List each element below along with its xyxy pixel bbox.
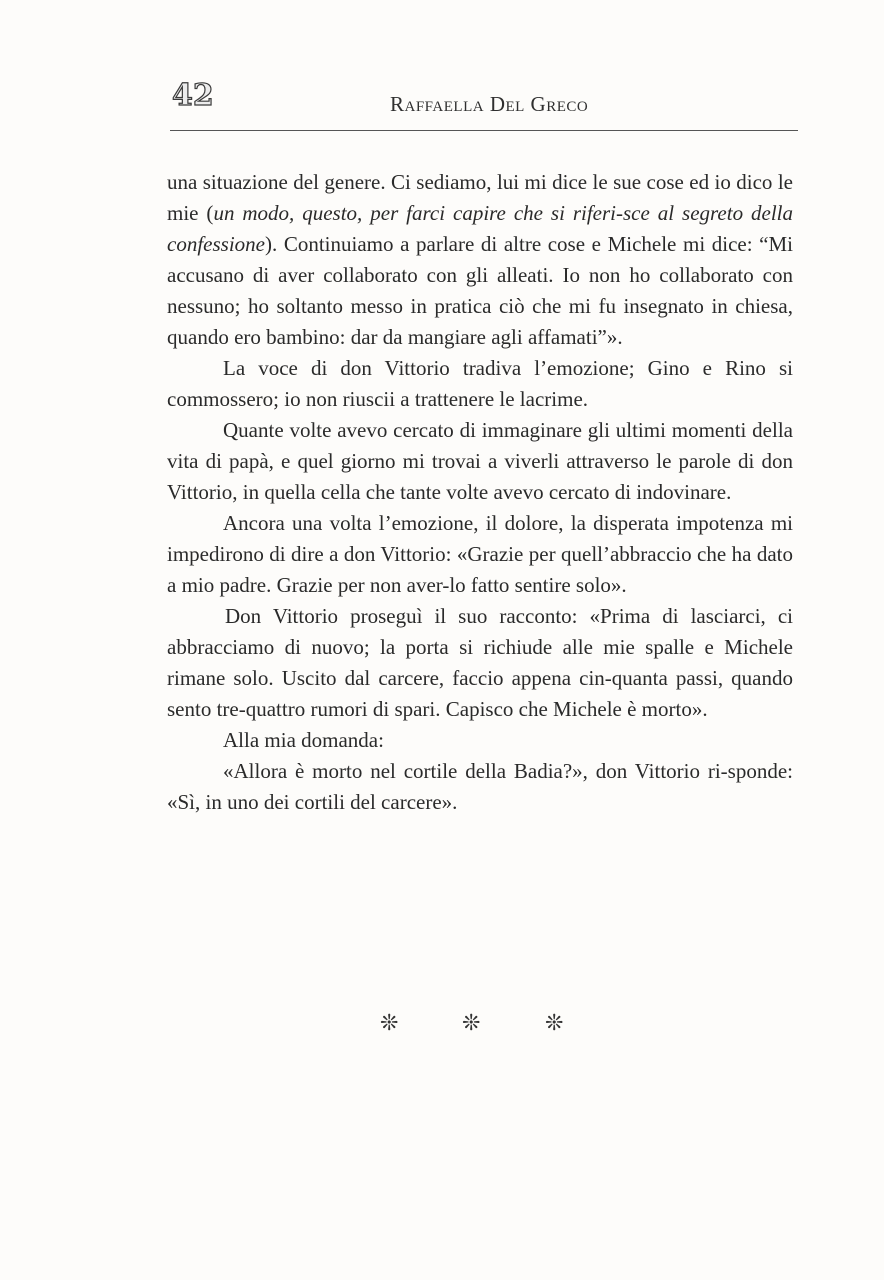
ornament-1: ❊ <box>380 1010 399 1035</box>
text-body <box>167 167 793 818</box>
paragraph-3: Quante volte avevo cercato di immaginare gli ultimi momenti della vita di papà, e quel giorno mi trovai a viverli attraverso le parole di don Vittorio, in quella cella che tante volte avevo cercato di indovinare. <box>167 418 793 504</box>
paragraph-1-text-b: ). Continuiamo a parlare di altre cose e Michele mi dice: “Mi accusano di aver collaborato con gli alleati. Io non ho collaborato con nessuno; ho soltanto messo in pratica ciò che mi fu insegnato in chiesa, quando ero bambino: dar da mangiare agli affamati”». <box>167 232 793 349</box>
paragraph-5: Don Vittorio proseguì il suo racconto: «Prima di lasciarci, ci abbracciamo di nuovo; la porta si richiude alle mie spalle e Michele rimane solo. Uscito dal carcere, faccio appena cin-quanta passi, quando sento tre-quattro rumori di spari. Capisco che Michele è morto». <box>167 604 793 721</box>
section-break-ornaments <box>0 1010 884 1040</box>
paragraph-4: Ancora una volta l’emozione, il dolore, la disperata impotenza mi impedirono di dire a don Vittorio: «Grazie per quell’abbraccio che ha dato a mio padre. Grazie per non aver-lo fatto sentire solo». <box>167 511 793 597</box>
paragraph-1 <box>167 167 793 353</box>
page-number: 42 <box>172 78 214 113</box>
header-rule <box>170 130 798 131</box>
paragraph-7: «Allora è morto nel cortile della Badia?», don Vittorio ri-sponde: «Sì, in uno dei cortili del carcere». <box>167 759 793 814</box>
paragraph-1-text-a: una situazione del genere. Ci sediamo, lui mi dice le sue cose ed io dico le mie ( <box>167 170 793 225</box>
page-header <box>170 78 798 118</box>
running-head: Raffaella Del Greco <box>390 92 589 116</box>
ornament-3: ❊ <box>545 1010 564 1035</box>
paragraph-1-italic: un modo, questo, per farci capire che si riferi-sce al segreto della confessione <box>167 201 794 256</box>
paragraph-2: La voce di don Vittorio tradiva l’emozione; Gino e Rino si commossero; io non riuscii a trattenere le lacrime. <box>167 356 793 411</box>
ornament-2: ❊ <box>462 1010 481 1035</box>
paragraph-6: Alla mia domanda: <box>223 728 384 752</box>
